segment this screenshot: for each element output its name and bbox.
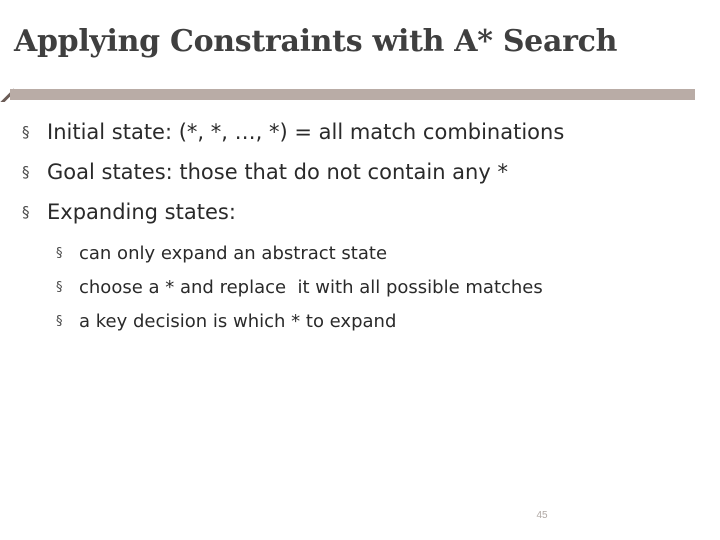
- bullet-item-initial-state: [22, 120, 564, 160]
- bullet-marker-icon: §: [22, 123, 30, 141]
- sub-bullet-marker-icon: §: [56, 314, 63, 329]
- bullet-list: [22, 120, 564, 240]
- bullet-text: Goal states: those that do not contain any *: [47, 160, 508, 184]
- sub-bullet-list: [56, 243, 543, 345]
- page-number: 45: [536, 510, 548, 521]
- bullet-marker-icon: §: [22, 203, 30, 221]
- bullet-item-goal-states: [22, 160, 564, 200]
- sub-bullet-text: choose a * and replace it with all possible matches: [79, 277, 543, 298]
- bullet-text: Expanding states:: [47, 200, 236, 224]
- slide-title: Applying Constraints with A* Search: [14, 24, 618, 59]
- sub-bullet-item: [56, 277, 543, 311]
- sub-bullet-text: can only expand an abstract state: [79, 243, 388, 264]
- sub-bullet-marker-icon: §: [56, 280, 63, 295]
- title-divider-bar: [10, 89, 695, 100]
- bullet-item-expanding-states: [22, 200, 564, 240]
- sub-bullet-text: a key decision is which * to expand: [79, 311, 397, 332]
- bullet-marker-icon: §: [22, 163, 30, 181]
- sub-bullet-item: [56, 311, 543, 345]
- bullet-text: Initial state: (*, *, …, *) = all match combinations: [47, 120, 565, 144]
- sub-bullet-marker-icon: §: [56, 246, 63, 261]
- sub-bullet-item: [56, 243, 543, 277]
